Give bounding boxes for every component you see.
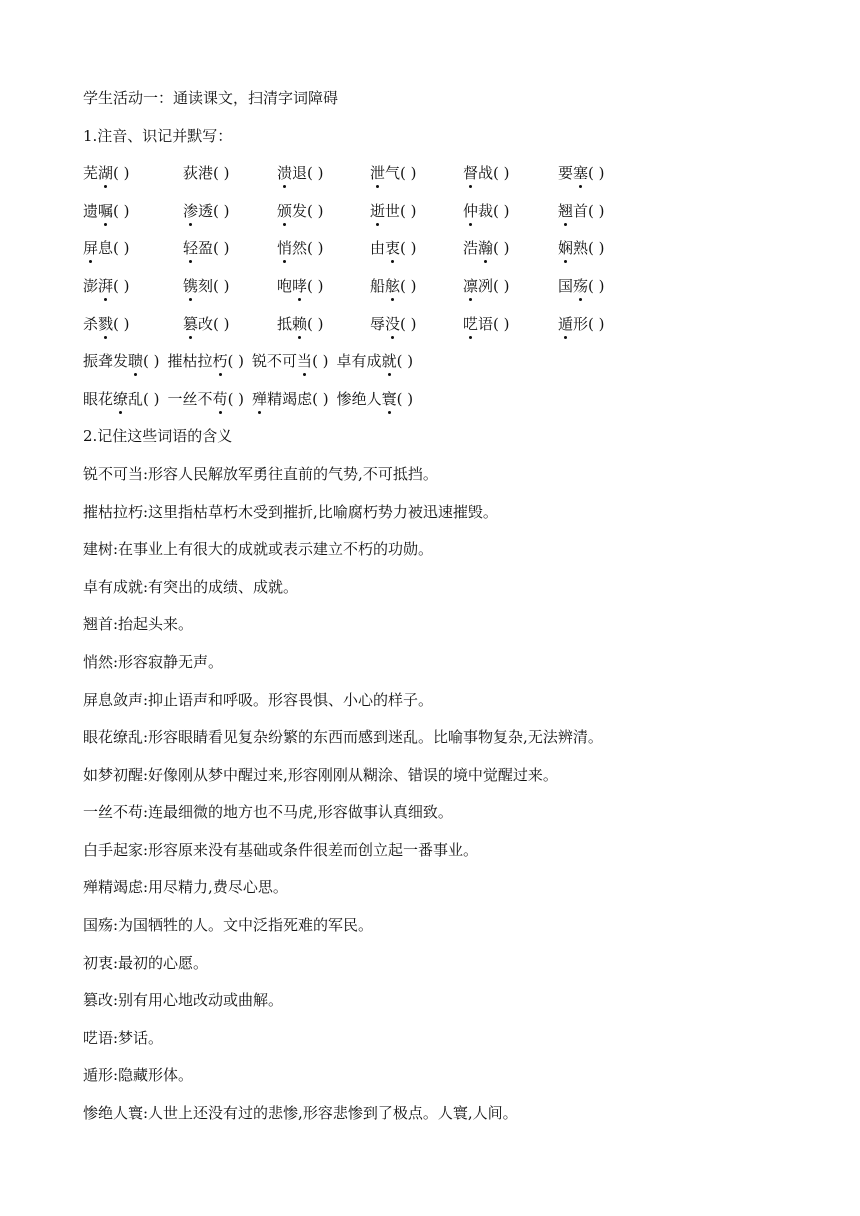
- word-text: 发: [292, 201, 308, 220]
- pinyin-blank[interactable]: ( ): [307, 164, 324, 183]
- pinyin-item: [183, 312, 230, 336]
- pinyin-blank[interactable]: ( ): [143, 352, 160, 371]
- vocab-word: [558, 202, 605, 220]
- word-text: 澎: [83, 276, 99, 295]
- vocab-word: [252, 352, 329, 370]
- vocab-word: [83, 315, 130, 333]
- definition-item: 悄然:形容寂静无声。: [83, 652, 224, 671]
- definition-item: 锐不可当:形容人民解放军勇往直前的气势,不可抵挡。: [83, 464, 438, 483]
- pinyin-item: [83, 236, 130, 260]
- vocab-word: [463, 202, 510, 220]
- definition-item: 一丝不苟:连最细微的地方也不马虎,形容做事认真细致。: [83, 803, 453, 822]
- activity-heading: 学生活动一：通读课文，扫清字词障碍: [83, 89, 339, 107]
- word-text: 熟: [573, 239, 589, 258]
- pinyin-item: [558, 312, 605, 336]
- vocab-word: [370, 239, 417, 257]
- vocab-word: [463, 315, 510, 333]
- pinyin-item: [558, 274, 605, 298]
- dotted-character: 篡: [183, 312, 198, 336]
- word-text: 形: [573, 314, 589, 333]
- pinyin-item: [370, 199, 417, 223]
- pinyin-blank[interactable]: ( ): [312, 352, 329, 371]
- dotted-character: 逝: [370, 199, 385, 223]
- dotted-character: 苟: [213, 387, 228, 411]
- dotted-character: 翘: [558, 199, 573, 223]
- dotted-character: 呓: [463, 312, 478, 336]
- vocab-word: [463, 239, 510, 257]
- pinyin-blank[interactable]: ( ): [400, 314, 417, 333]
- vocab-word: [83, 164, 130, 182]
- word-text: 息: [98, 239, 114, 258]
- dotted-character: 轻: [183, 236, 198, 260]
- pinyin-blank[interactable]: ( ): [213, 239, 230, 258]
- definition-item: 摧枯拉朽:这里指枯草朽木受到摧折,比喻腐朽势力被迅速摧毁。: [83, 502, 498, 521]
- vocab-word: [370, 315, 417, 333]
- dotted-character: 没: [385, 312, 400, 336]
- pinyin-blank[interactable]: ( ): [493, 239, 510, 258]
- idiom-row: [83, 349, 783, 387]
- vocab-word: [83, 202, 130, 220]
- dotted-character: 湖: [98, 161, 113, 185]
- vocab-word: [183, 315, 230, 333]
- pinyin-blank[interactable]: ( ): [213, 164, 230, 183]
- word-text: 一丝不: [167, 389, 213, 408]
- definition-item: 如梦初醒:好像刚从梦中醒过来,形容刚刚从糊涂、错误的境中觉醒过来。: [83, 765, 558, 784]
- vocab-word: [277, 315, 324, 333]
- pinyin-row: [83, 312, 783, 350]
- pinyin-blank[interactable]: ( ): [213, 276, 230, 295]
- dotted-character: 寰: [382, 387, 397, 411]
- word-text: 裁: [478, 201, 494, 220]
- pinyin-item: [370, 312, 417, 336]
- pinyin-row: [83, 161, 783, 199]
- pinyin-blank[interactable]: ( ): [493, 314, 510, 333]
- definition-item: 篡改:别有用心地改动或曲解。: [83, 991, 284, 1010]
- vocab-word: [168, 390, 245, 408]
- vocab-word: [83, 390, 160, 408]
- pinyin-blank[interactable]: ( ): [396, 389, 414, 408]
- dotted-character: 哮: [292, 274, 307, 298]
- pinyin-item: [277, 161, 324, 185]
- vocab-word: [370, 277, 417, 295]
- word-text: 遗: [83, 201, 99, 220]
- vocab-word: [558, 239, 605, 257]
- vocab-word: [463, 164, 510, 182]
- pinyin-item: [463, 236, 510, 260]
- pinyin-item: [183, 236, 230, 260]
- definition-list: [83, 462, 783, 1139]
- pinyin-blank[interactable]: ( ): [307, 201, 324, 220]
- word-text: 由: [370, 239, 386, 258]
- word-text: 国: [558, 276, 574, 295]
- definition-item: 翘首:抬起头来。: [83, 615, 194, 634]
- word-text: 荻: [183, 164, 199, 183]
- dotted-character: 仲: [463, 199, 478, 223]
- dotted-character: 嘱: [98, 199, 113, 223]
- pinyin-item: [558, 236, 605, 260]
- pinyin-blank[interactable]: ( ): [588, 276, 605, 295]
- vocab-word: [558, 315, 605, 333]
- pinyin-item: [463, 312, 510, 336]
- vocab-word: [183, 164, 230, 182]
- word-text: 乱: [128, 389, 144, 408]
- dotted-character: 朽: [213, 349, 228, 373]
- word-text: 精竭虑: [267, 389, 313, 408]
- pinyin-blank[interactable]: ( ): [143, 389, 160, 408]
- pinyin-blank[interactable]: ( ): [400, 201, 417, 220]
- dotted-character: 塞: [573, 161, 588, 185]
- pinyin-item: [277, 236, 324, 260]
- word-text: 然: [292, 239, 308, 258]
- pinyin-item: [463, 199, 510, 223]
- dotted-character: 赖: [292, 312, 307, 336]
- dotted-character: 颁: [277, 199, 292, 223]
- vocab-word: [183, 277, 230, 295]
- pinyin-item: [83, 161, 130, 185]
- pinyin-blank[interactable]: ( ): [113, 201, 130, 220]
- vocab-word: [168, 352, 245, 370]
- word-text: 冽: [478, 276, 494, 295]
- dotted-character: 湃: [98, 274, 113, 298]
- vocab-word: [558, 164, 605, 182]
- word-text: 语: [478, 314, 494, 333]
- word-text: 浩: [463, 239, 479, 258]
- pinyin-item: [370, 236, 417, 260]
- pinyin-blank[interactable]: ( ): [400, 164, 417, 183]
- word-text: 首: [573, 201, 589, 220]
- pinyin-exercise-grid: [83, 161, 783, 349]
- word-text: 盈: [198, 239, 214, 258]
- word-text: 透: [198, 201, 214, 220]
- pinyin-item: [370, 161, 417, 185]
- definition-item: 眼花缭乱:形容眼睛看见复杂纷繁的东西而感到迷乱。比喻事物复杂,无法辨清。: [83, 728, 603, 747]
- definition-item: 国殇:为国牺牲的人。文中泛指死难的军民。: [83, 916, 374, 935]
- definition-item: 惨绝人寰:人世上还没有过的悲惨,形容悲惨到了极点。人寰,人间。: [83, 1104, 518, 1123]
- document-content: [83, 86, 783, 1139]
- pinyin-blank[interactable]: ( ): [113, 164, 130, 183]
- dotted-character: 溃: [277, 161, 292, 185]
- pinyin-item: [463, 161, 510, 185]
- word-text: 卓有成: [336, 352, 382, 371]
- pinyin-blank[interactable]: ( ): [588, 164, 605, 183]
- vocab-word: [183, 202, 230, 220]
- dotted-character: 渗: [183, 199, 198, 223]
- dotted-character: 镌: [183, 274, 198, 298]
- word-text: 气: [385, 164, 401, 183]
- vocab-word: [337, 390, 414, 408]
- pinyin-row: [83, 236, 783, 274]
- idiom-row: [83, 387, 783, 425]
- vocab-word: [83, 352, 160, 370]
- dotted-character: 娴: [558, 236, 573, 260]
- dotted-character: 悄: [277, 236, 292, 260]
- pinyin-item: [83, 199, 130, 223]
- word-text: 锐不可: [252, 352, 298, 371]
- dotted-character: 舷: [385, 274, 400, 298]
- pinyin-item: [183, 274, 230, 298]
- pinyin-item: [277, 312, 324, 336]
- word-text: 振聋发: [83, 352, 129, 371]
- definition-item: 屏息敛声:抑止语声和呼吸。形容畏惧、小心的样子。: [83, 690, 434, 709]
- vocab-word: [370, 202, 417, 220]
- definition-item: 初衷:最初的心愿。: [83, 953, 209, 972]
- dotted-character: 瀚: [478, 236, 493, 260]
- dotted-character: 聩: [128, 349, 143, 373]
- pinyin-item: [558, 161, 605, 185]
- pinyin-blank[interactable]: ( ): [493, 276, 510, 295]
- word-text: 咆: [277, 276, 293, 295]
- word-text: 港: [198, 164, 214, 183]
- pinyin-row: [83, 199, 783, 237]
- pinyin-blank[interactable]: ( ): [493, 164, 510, 183]
- word-text: 惨绝人: [336, 389, 382, 408]
- word-text: 辱: [370, 314, 386, 333]
- vocab-word: [277, 202, 324, 220]
- idiom-exercise-grid: [83, 349, 783, 424]
- word-text: 改: [198, 314, 214, 333]
- vocab-word: [277, 239, 324, 257]
- pinyin-item: [370, 274, 417, 298]
- pinyin-row: [83, 274, 783, 312]
- pinyin-item: [183, 199, 230, 223]
- pinyin-blank[interactable]: ( ): [396, 352, 414, 371]
- pinyin-blank[interactable]: ( ): [400, 239, 417, 258]
- definition-item: 遁形:隐藏形体。: [83, 1066, 194, 1085]
- word-text: 摧枯拉: [167, 352, 213, 371]
- definition-item: 建树:在事业上有很大的成就或表示建立不朽的功勋。: [83, 540, 434, 559]
- vocab-word: [277, 164, 324, 182]
- pinyin-blank[interactable]: ( ): [400, 276, 417, 295]
- word-text: 眼花: [83, 389, 114, 408]
- definition-item: 殚精竭虑:用尽精力,费尽心思。: [83, 878, 288, 897]
- dotted-character: 凛: [463, 274, 478, 298]
- pinyin-blank[interactable]: ( ): [312, 389, 329, 408]
- dotted-character: 殚: [252, 387, 267, 411]
- vocab-word: [252, 390, 329, 408]
- vocab-word: [558, 277, 605, 295]
- dotted-character: 殇: [573, 274, 588, 298]
- pinyin-item: [83, 312, 130, 336]
- vocab-word: [83, 239, 130, 257]
- dotted-character: 遁: [558, 312, 573, 336]
- dotted-character: 当: [297, 349, 312, 373]
- dotted-character: 督: [463, 161, 478, 185]
- pinyin-blank[interactable]: ( ): [588, 314, 605, 333]
- word-text: 世: [385, 201, 401, 220]
- word-text: 退: [292, 164, 308, 183]
- dotted-character: 就: [382, 349, 397, 373]
- pinyin-blank[interactable]: ( ): [493, 201, 510, 220]
- vocab-word: [463, 277, 510, 295]
- word-text: 战: [478, 164, 494, 183]
- definition-item: 卓有成就:有突出的成绩、成就。: [83, 577, 299, 596]
- dotted-character: 衷: [385, 236, 400, 260]
- section-1-title: 1.注音、识记并默写：: [83, 126, 233, 145]
- dotted-character: 屏: [83, 236, 98, 260]
- word-text: 抵: [277, 314, 293, 333]
- word-text: 刻: [198, 276, 214, 295]
- vocab-word: [370, 164, 417, 182]
- pinyin-blank[interactable]: ( ): [113, 314, 130, 333]
- vocab-word: [83, 277, 130, 295]
- section-2-title: 2.记住这些词语的含义: [83, 427, 233, 446]
- pinyin-item: [558, 199, 605, 223]
- word-text: 要: [558, 164, 574, 183]
- definition-item: 呓语:梦话。: [83, 1028, 164, 1047]
- pinyin-blank[interactable]: ( ): [227, 352, 245, 371]
- pinyin-blank[interactable]: ( ): [307, 314, 324, 333]
- pinyin-blank[interactable]: ( ): [113, 276, 130, 295]
- pinyin-item: [463, 274, 510, 298]
- pinyin-blank[interactable]: ( ): [588, 239, 605, 258]
- word-text: 杀: [83, 314, 99, 333]
- vocab-word: [277, 277, 324, 295]
- pinyin-blank[interactable]: ( ): [588, 201, 605, 220]
- word-text: 船: [370, 276, 386, 295]
- pinyin-blank[interactable]: ( ): [213, 201, 230, 220]
- pinyin-item: [277, 199, 324, 223]
- dotted-character: 戮: [98, 312, 113, 336]
- dotted-character: 泄: [370, 161, 385, 185]
- pinyin-blank[interactable]: ( ): [213, 314, 230, 333]
- pinyin-blank[interactable]: ( ): [307, 276, 324, 295]
- pinyin-blank[interactable]: ( ): [113, 239, 130, 258]
- vocab-word: [183, 239, 230, 257]
- pinyin-item: [183, 161, 230, 185]
- pinyin-item: [277, 274, 324, 298]
- pinyin-item: [83, 274, 130, 298]
- dotted-character: 缭: [113, 387, 128, 411]
- definition-item: 白手起家:形容原来没有基础或条件很差而创立起一番事业。: [83, 840, 479, 859]
- word-text: 芜: [83, 164, 99, 183]
- pinyin-blank[interactable]: ( ): [307, 239, 324, 258]
- vocab-word: [337, 352, 414, 370]
- pinyin-blank[interactable]: ( ): [227, 389, 245, 408]
